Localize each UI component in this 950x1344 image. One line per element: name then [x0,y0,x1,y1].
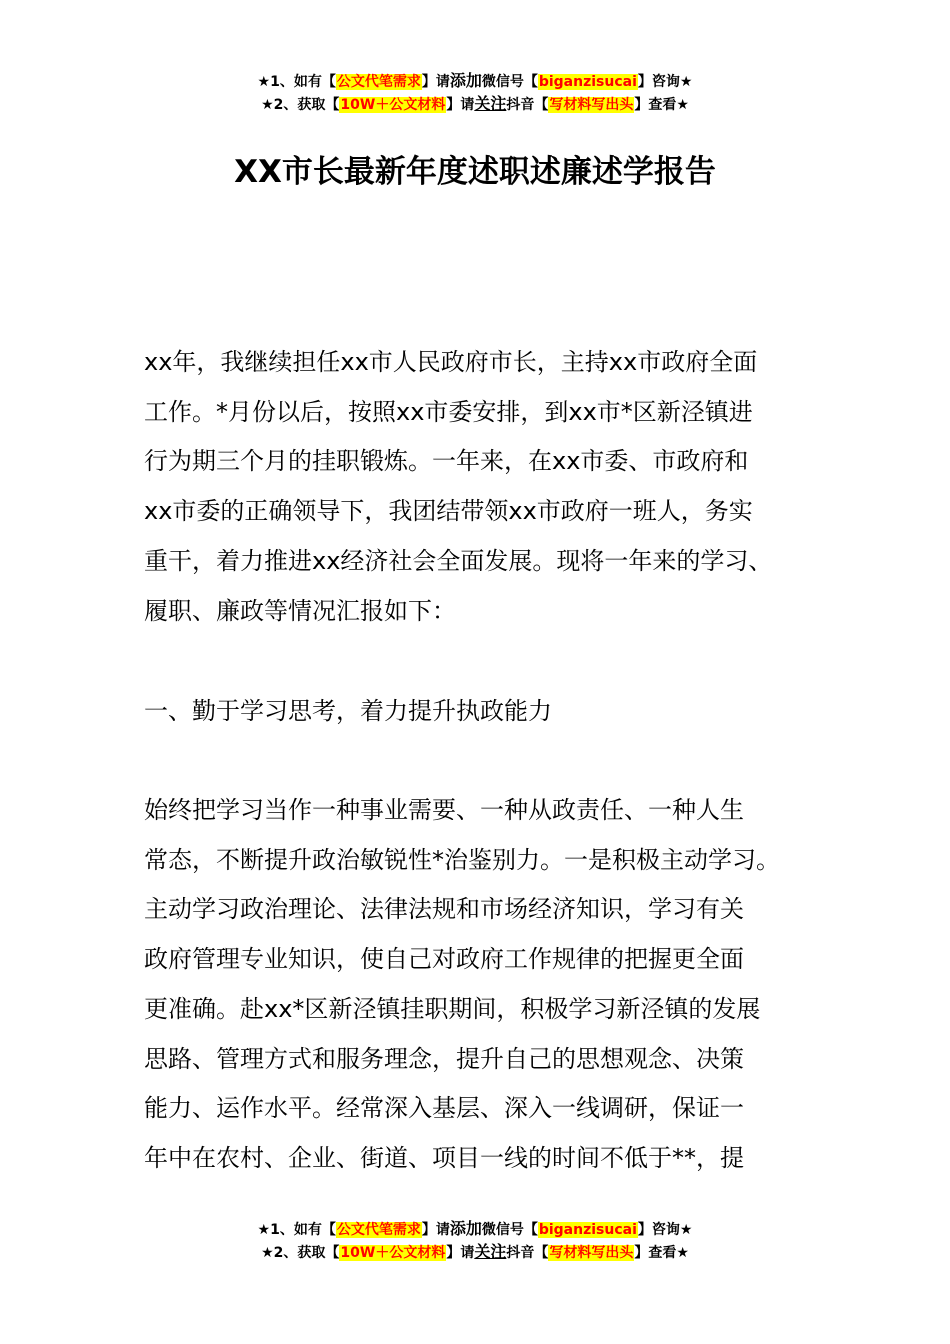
paragraph-line: 更准确。赴xx*区新泾镇挂职期间，积极学习新泾镇的发展 [144,994,761,1023]
highlight-service: 公文代笔需求 [336,1222,421,1238]
star-icon: ★ [676,97,689,113]
promo-footer [0,1217,950,1263]
star-icon: ★ [679,74,693,90]
promo-line-1: ★1、如有【公文代笔需求】请添加微信号【biganzisucai】咨询★ [257,71,693,90]
promo-header [0,69,950,115]
paragraph-line: 行为期三个月的挂职锻炼。一年来，在xx市委、市政府和 [144,447,749,476]
highlight-service: 公文代笔需求 [336,74,421,90]
paragraph-line: xx年，我继续担任xx市人民政府市长，主持xx市政府全面 [144,348,758,376]
star-icon: ★ [261,1245,274,1261]
star-icon: ★ [676,1245,689,1261]
highlight-wechat-id: biganzisucai [538,74,637,90]
highlight-materials: 10W＋公文材料 [340,1245,446,1261]
highlight-materials: 10W＋公文材料 [340,97,446,113]
paragraph-intro [144,338,812,636]
paragraph-line: 重干，着力推进xx经济社会全面发展。现将一年来的学习、 [144,546,773,575]
paragraph-line: 主动学习政治理论、法律法规和市场经济知识，学习有关 [144,895,744,924]
star-icon: ★ [257,74,271,90]
document-title: XX市长最新年度述职述廉述学报告 [234,154,716,190]
paragraph-line: xx市委的正确领导下，我团结带领xx市政府一班人，务实 [144,497,753,526]
star-icon: ★ [257,1222,271,1238]
paragraph-line: 能力、运作水平。经常深入基层、深入一线调研，保证一 [144,1094,744,1123]
paragraph-line: 年中在农村、企业、街道、项目一线的时间不低于**，提 [144,1143,744,1172]
promo-line-2: ★2、获取【10W＋公文材料】请关注抖音【写材料写出头】查看★ [261,1242,689,1261]
star-icon: ★ [679,1222,693,1238]
star-icon: ★ [261,97,274,113]
promo-line-2: ★2、获取【10W＋公文材料】请关注抖音【写材料写出头】查看★ [261,94,689,113]
paragraph-study [144,786,812,1184]
paragraph-line: 始终把学习当作一种事业需要、一种从政责任、一种人生 [144,796,744,824]
highlight-douyin-account: 写材料写出头 [549,97,634,113]
highlight-douyin-account: 写材料写出头 [549,1245,634,1261]
paragraph-line: 政府管理专业知识，使自己对政府工作规律的把握更全面 [144,945,744,974]
section-heading-1: 一、勤于学习思考，着力提升执政能力 [144,697,552,725]
promo-line-1: ★1、如有【公文代笔需求】请添加微信号【biganzisucai】咨询★ [257,1219,693,1238]
paragraph-line: 履职、廉政等情况汇报如下： [144,596,456,625]
paragraph-line: 思路、管理方式和服务理念，提升自己的思想观念、决策 [144,1044,744,1073]
highlight-wechat-id: biganzisucai [538,1222,637,1238]
paragraph-line: 工作。*月份以后，按照xx市委安排，到xx市*区新泾镇进 [144,397,753,426]
paragraph-line: 常态，不断提升政治敏锐性*治鉴别力。一是积极主动学习。 [144,845,780,874]
